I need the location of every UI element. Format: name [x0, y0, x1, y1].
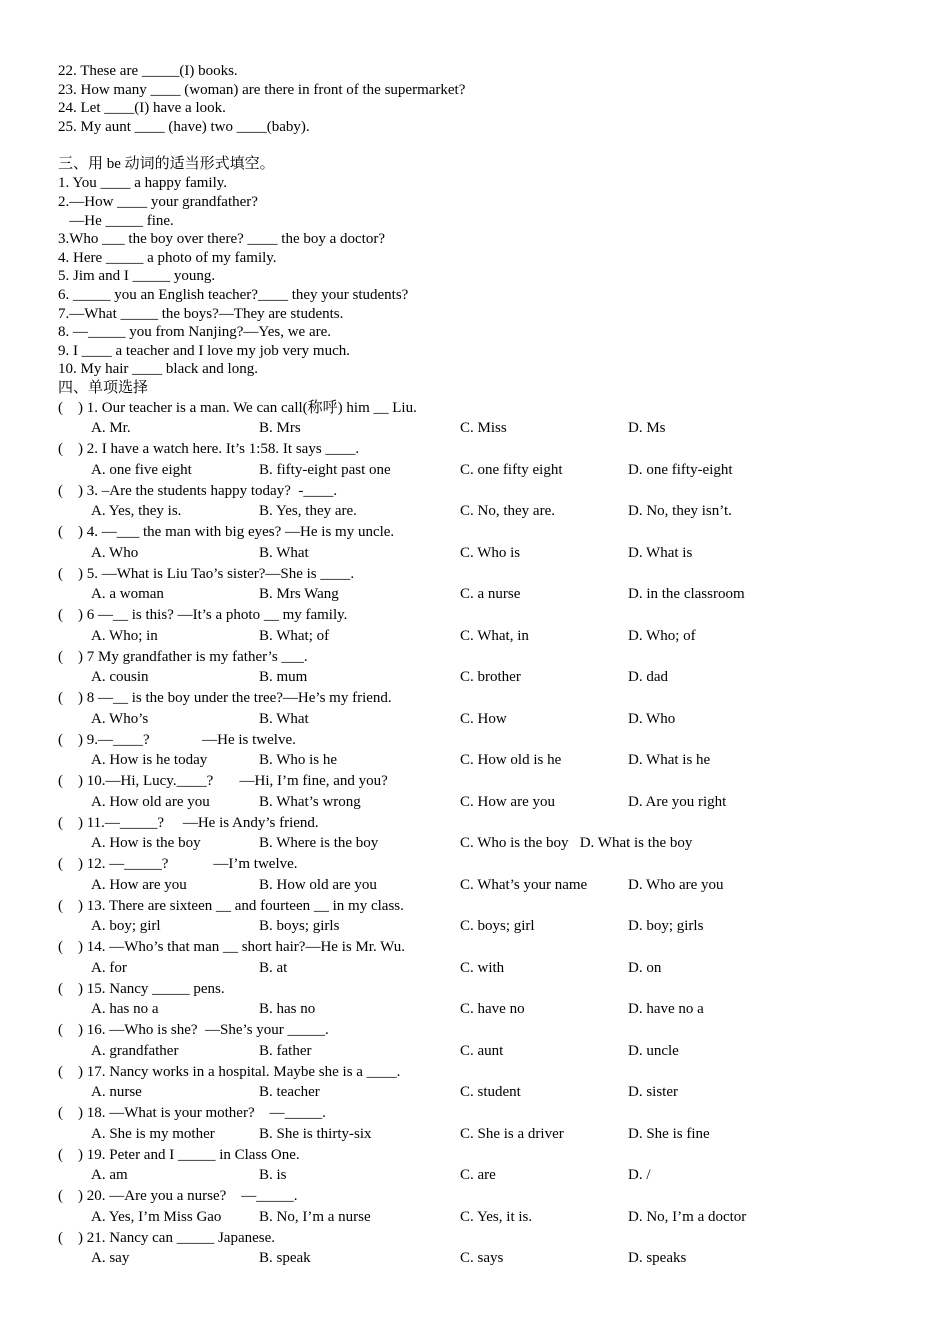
- option-a: A. Who; in: [91, 627, 158, 644]
- option-c: C. boys; girl: [460, 918, 535, 935]
- option-c: C. What’s your name: [460, 876, 588, 893]
- section-heading: 三、用 be 动词的适当形式填空。: [58, 156, 275, 173]
- option-c: C. Miss: [460, 420, 507, 437]
- question-stem: ( ) 12. —_____? —I’m twelve.: [58, 856, 298, 872]
- answer-options: [58, 543, 908, 564]
- multiple-choice-list: [58, 398, 908, 1270]
- option-c: C. a nurse: [460, 586, 521, 603]
- question-stem: ( ) 7 My grandfather is my father’s ___.: [58, 648, 308, 665]
- part4-section: [58, 379, 908, 1269]
- option-d: D. No, they isn’t.: [628, 503, 732, 520]
- answer-options: [58, 792, 908, 813]
- question-stem: ( ) 4. —___ the man with big eyes? —He is my uncle.: [58, 524, 395, 540]
- part2-tail: [58, 62, 908, 136]
- answer-options: [58, 1248, 908, 1269]
- question-stem: ( ) 11.—_____? —He is Andy’s friend.: [58, 814, 319, 831]
- question-line: 6. _____ you an English teacher?____ they your students?: [58, 286, 409, 303]
- option-c: C. have no: [460, 1001, 525, 1018]
- option-d: D. on: [628, 959, 662, 976]
- option-d: D. What is he: [628, 752, 711, 769]
- option-d: D. one fifty-eight: [628, 461, 733, 478]
- answer-options: [58, 833, 908, 854]
- option-b: B. She is thirty-six: [259, 1125, 372, 1142]
- option-b: B. Mrs: [259, 420, 301, 437]
- option-d: D. uncle: [628, 1042, 679, 1059]
- option-d: D. No, I’m a doctor: [628, 1208, 747, 1225]
- option-b: B. No, I’m a nurse: [259, 1208, 371, 1225]
- option-c: C. She is a driver: [460, 1125, 564, 1142]
- option-c: C. How are you: [460, 793, 555, 810]
- question-stem: ( ) 20. —Are you a nurse? —_____.: [58, 1188, 298, 1204]
- option-a: A. say: [91, 1250, 130, 1267]
- answer-options: [58, 1082, 908, 1103]
- option-d: D. Are you right: [628, 793, 727, 810]
- option-b: B. What: [259, 544, 309, 561]
- option-d: D. She is fine: [628, 1125, 710, 1142]
- answer-options: [58, 460, 908, 481]
- answer-options: [58, 418, 908, 439]
- option-b: B. Where is the boy: [259, 835, 379, 852]
- question-stem: ( ) 21. Nancy can _____ Japanese.: [58, 1229, 276, 1246]
- option-b: B. What: [259, 710, 309, 727]
- section-gap: [58, 136, 908, 154]
- section-heading: 四、单项选择: [58, 379, 149, 396]
- option-c: C. What, in: [460, 627, 529, 644]
- option-a: A. nurse: [91, 1084, 142, 1101]
- option-b: B. is: [259, 1167, 287, 1184]
- option-b: B. has no: [259, 1001, 316, 1018]
- option-a: A. cousin: [91, 669, 149, 686]
- question-line: 2.—How ____ your grandfather?: [58, 193, 258, 210]
- question-stem: ( ) 17. Nancy works in a hospital. Maybe she is a ____.: [58, 1063, 401, 1080]
- option-a: A. How old are you: [91, 793, 210, 810]
- option-b: B. teacher: [259, 1084, 320, 1101]
- option-a: A. one five eight: [91, 461, 192, 478]
- option-c: C. are: [460, 1167, 496, 1184]
- answer-options: [58, 1041, 908, 1062]
- option-d: D. /: [628, 1167, 651, 1184]
- worksheet-page: [58, 62, 908, 1269]
- option-c: C. aunt: [460, 1042, 504, 1059]
- option-a: A. She is my mother: [91, 1125, 215, 1142]
- option-b: B. boys; girls: [259, 918, 340, 935]
- option-a: A. grandfather: [91, 1042, 179, 1059]
- option-d: D. in the classroom: [628, 586, 745, 603]
- option-a: A. How is the boy: [91, 835, 201, 852]
- option-c: C. How old is he: [460, 752, 562, 769]
- option-b: B. Who is he: [259, 752, 338, 769]
- option-b: B. What’s wrong: [259, 793, 361, 810]
- option-d: D. What is: [628, 544, 693, 561]
- answer-options: [58, 875, 908, 896]
- option-d: D. Ms: [628, 420, 666, 437]
- option-b: B. father: [259, 1042, 312, 1059]
- option-a: A. Who’s: [91, 710, 149, 727]
- answer-options: [58, 1165, 908, 1186]
- option-c: C. one fifty eight: [460, 461, 563, 478]
- question-stem: ( ) 3. –Are the students happy today? -____.: [58, 482, 338, 499]
- option-b: B. How old are you: [259, 876, 377, 893]
- option-b: B. speak: [259, 1250, 311, 1267]
- question-stem: ( ) 1. Our teacher is a man. We can call(称呼) him __ Liu.: [58, 399, 417, 416]
- option-d: D. speaks: [628, 1250, 687, 1267]
- question-stem: ( ) 15. Nancy _____ pens.: [58, 980, 225, 997]
- question-line: 7.—What _____ the boys?—They are students.: [58, 305, 344, 322]
- option-d: D. sister: [628, 1084, 678, 1101]
- question-line: 4. Here _____ a photo of my family.: [58, 249, 277, 266]
- question-line: 1. You ____ a happy family.: [58, 175, 228, 192]
- answer-options: [58, 916, 908, 937]
- option-c: C. No, they are.: [460, 503, 555, 520]
- question-line: 9. I ____ a teacher and I love my job very much.: [58, 342, 350, 359]
- option-a: A. am: [91, 1167, 128, 1184]
- option-c: C. Who is the boy D. What is the boy: [460, 835, 693, 852]
- question-line: —He _____ fine.: [58, 212, 174, 229]
- answer-options: [58, 1207, 908, 1228]
- question-stem: ( ) 6 —__ is this? —It’s a photo __ my family.: [58, 607, 348, 623]
- answer-options: [58, 750, 908, 771]
- answer-options: [58, 626, 908, 647]
- option-a: A. boy; girl: [91, 918, 161, 935]
- option-d: D. Who are you: [628, 876, 724, 893]
- question-stem: ( ) 9.—____? —He is twelve.: [58, 731, 296, 748]
- question-stem: ( ) 13. There are sixteen __ and fourteen __ in my class.: [58, 897, 404, 914]
- question-stem: ( ) 5. —What is Liu Tao’s sister?—She is ____.: [58, 565, 355, 582]
- question-stem: ( ) 2. I have a watch here. It’s 1:58. It says ____.: [58, 441, 360, 457]
- option-d: D. Who: [628, 710, 676, 727]
- question-stem: ( ) 18. —What is your mother? —_____.: [58, 1105, 326, 1121]
- option-a: A. How are you: [91, 876, 187, 893]
- option-d: D. dad: [628, 669, 668, 686]
- option-b: B. mum: [259, 669, 308, 686]
- part3-section: [58, 154, 908, 379]
- answer-options: [58, 667, 908, 688]
- option-c: C. says: [460, 1250, 504, 1267]
- question-line: 23. How many ____ (woman) are there in front of the supermarket?: [58, 81, 466, 98]
- option-d: D. have no a: [628, 1001, 704, 1018]
- answer-options: [58, 501, 908, 522]
- option-d: D. boy; girls: [628, 918, 704, 935]
- answer-options: [58, 958, 908, 979]
- option-a: A. Who: [91, 544, 139, 561]
- option-a: A. How is he today: [91, 752, 208, 769]
- question-line: 10. My hair ____ black and long.: [58, 361, 258, 378]
- answer-options: [58, 1124, 908, 1145]
- question-stem: ( ) 14. —Who’s that man __ short hair?—He is Mr. Wu.: [58, 939, 405, 955]
- answer-options: [58, 999, 908, 1020]
- option-c: C. with: [460, 959, 505, 976]
- question-stem: ( ) 8 —__ is the boy under the tree?—He’s my friend.: [58, 690, 392, 706]
- question-line: 24. Let ____(I) have a look.: [58, 100, 226, 117]
- option-a: A. Yes, they is.: [91, 503, 182, 520]
- question-stem: ( ) 19. Peter and I _____ in Class One.: [58, 1146, 300, 1163]
- question-line: 3.Who ___ the boy over there? ____ the boy a doctor?: [58, 231, 385, 248]
- option-a: A. Mr.: [91, 420, 131, 437]
- option-c: C. Yes, it is.: [460, 1208, 533, 1225]
- option-b: B. Mrs Wang: [259, 586, 339, 603]
- option-c: C. brother: [460, 669, 521, 686]
- option-b: B. What; of: [259, 627, 330, 644]
- answer-options: [58, 584, 908, 605]
- option-c: C. How: [460, 710, 507, 727]
- question-stem: ( ) 16. —Who is she? —She’s your _____.: [58, 1022, 329, 1038]
- option-a: A. for: [91, 959, 127, 976]
- question-line: 8. —_____ you from Nanjing?—Yes, we are.: [58, 324, 332, 341]
- option-c: C. Who is: [460, 544, 521, 561]
- question-line: 25. My aunt ____ (have) two ____(baby).: [58, 118, 310, 135]
- option-c: C. student: [460, 1084, 521, 1101]
- option-b: B. Yes, they are.: [259, 503, 357, 520]
- question-line: 22. These are _____(I) books.: [58, 63, 238, 79]
- question-line: 5. Jim and I _____ young.: [58, 268, 216, 285]
- option-a: A. Yes, I’m Miss Gao: [91, 1208, 222, 1225]
- option-b: B. fifty-eight past one: [259, 461, 391, 478]
- option-d: D. Who; of: [628, 627, 696, 644]
- question-stem: ( ) 10.—Hi, Lucy.____? —Hi, I’m fine, and you?: [58, 773, 388, 789]
- answer-options: [58, 709, 908, 730]
- option-a: A. has no a: [91, 1001, 159, 1018]
- option-b: B. at: [259, 959, 288, 976]
- option-a: A. a woman: [91, 586, 164, 603]
